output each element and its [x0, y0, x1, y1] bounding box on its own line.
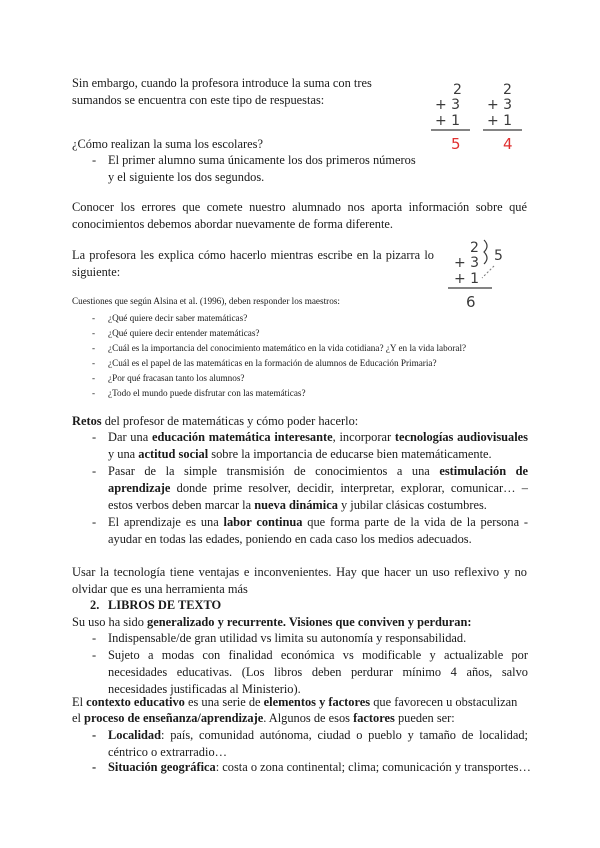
bullet-dash: - [92, 430, 97, 444]
bullet-dash: - [92, 328, 96, 338]
bullet-dash: - [92, 388, 96, 398]
bullet-dash: - [92, 728, 97, 742]
first-student-bullet: El primer alumno suma únicamente los dos primeros números y el siguiente los dos segundos. [108, 153, 416, 184]
question-item: ¿Qué quiere decir entender matemáticas? [108, 328, 260, 338]
student-answers-figure [425, 78, 525, 156]
question-item: ¿Por qué fracasan tanto los alumnos? [108, 373, 245, 383]
retos-item-1: Dar una educación matemática interesante, incorporar tecnologías audiovisuales y una actitud social sobre la importancia de educarse bien matemáticamente. [108, 430, 528, 461]
bullet-dash: - [92, 464, 97, 478]
teacher-explains-paragraph: La profesora les explica cómo hacerlo mientras escribe en la pizarra lo siguiente: [72, 248, 434, 279]
arrow-mark [482, 266, 494, 278]
context-line-2: el proceso de enseñanza/aprendizaje. Algunos de esos factores pueden ser: [72, 711, 455, 725]
bullet-dash: - [92, 153, 97, 167]
question-item: ¿Cuál es la importancia del conocimiento matemático en la vida cotidiana? ¿Y en la vida laboral? [108, 343, 467, 353]
bullet-dash: - [92, 515, 97, 529]
libros-item-1: Indispensable/de gran utilidad vs limita su autonomía y responsabilidad. [108, 631, 467, 645]
libros-intro-line: Su uso ha sido generalizado y recurrente. Visiones que conviven y perduran: [72, 615, 472, 629]
errors-paragraph: Conocer los errores que comete nuestro alumnado nos aporta información sobre qué conocimientos debemos abordar nuevamente de forma diferente. [72, 200, 527, 231]
bullet-dash: - [92, 648, 97, 662]
factor-localidad: Localidad: país, comunidad autónoma, ciudad o pueblo y tamaño de localidad; céntrico o extrarradio… [108, 728, 528, 759]
handwritten-sums-drawing [425, 78, 525, 156]
fig1-col2-line3: + 1 [487, 113, 513, 129]
bullet-dash: - [92, 373, 96, 383]
fig2-line3: + 1 [454, 271, 480, 287]
bullet-dash: - [92, 760, 97, 774]
retos-item-2: Pasar de la simple transmisión de conocimientos a una estimulación de aprendizaje donde prime resolver, decidir, interpretar, explorar, comunicar… – estos verbos deben marcar la nueva dinámica y jubilar clásicas costumbres. [108, 464, 529, 512]
fig1-col1-line2: + 3 [435, 97, 461, 113]
fig2-answer: 6 [466, 293, 476, 311]
question-item: ¿Todo el mundo puede disfrutar con las matemáticas? [108, 388, 306, 398]
questions-title: Cuestiones que según Alsina et al. (1996), deben responder los maestros: [72, 296, 340, 306]
bullet-dash: - [92, 358, 96, 368]
fig1-col2-line1: 2 [503, 82, 512, 98]
context-line-1: El contexto educativo es una serie de elementos y factores que favorecen u obstaculizan [72, 695, 518, 709]
fig2-line1: 2 [470, 240, 479, 256]
fig1-col2-answer: 4 [503, 135, 513, 153]
factor-situacion: Situación geográfica: costa o zona continental; clima; comunicación y transportes… [108, 760, 531, 774]
fig2-line2: + 3 [454, 255, 480, 271]
question-item: ¿Qué quiere decir saber matemáticas? [108, 313, 248, 323]
bullet-dash: - [92, 313, 96, 323]
retos-item-3: El aprendizaje es una labor continua que forma parte de la vida de la persona - ayudar en todas las edades, poniendo en cada caso los medios adecuados. [108, 515, 528, 546]
section-title: LIBROS DE TEXTO [108, 598, 222, 612]
retos-rest: del profesor de matemáticas y cómo poder hacerlo: [101, 414, 359, 428]
question-line: ¿Cómo realizan la suma los escolares? [72, 137, 263, 151]
fig1-col2-line2: + 3 [487, 97, 513, 113]
bullet-dash: - [92, 631, 97, 645]
fig1-col1-line3: + 1 [435, 113, 461, 129]
fig1-col1-answer: 5 [451, 135, 461, 153]
retos-heading-line [72, 413, 527, 430]
bullet-dash: - [92, 343, 96, 353]
intro-paragraph: Sin embargo, cuando la profesora introduce la suma con tres sumandos se encuentra con este tipo de respuestas: [72, 76, 372, 107]
technology-paragraph: Usar la tecnología tiene ventajas e inconvenientes. Hay que hacer un uso reflexivo y no olvidar que es una herramienta más [72, 565, 527, 596]
fig1-col1-line1: 2 [453, 82, 462, 98]
fig2-side-five: 5 [494, 248, 503, 264]
question-item: ¿Cuál es el papel de las matemáticas en la formación de alumnos de Educación Primaria? [108, 358, 437, 368]
brace-mark [484, 240, 487, 264]
libros-item-2: Sujeto a modas con finalidad económica vs modificable y actualizable por necesidades educativas. (Los libros deben perdurar mínimo 4 años, salvo necesidades justificadas al Ministerio). [108, 648, 528, 696]
retos-bold: Retos [72, 414, 102, 428]
section-number: 2. [90, 598, 100, 612]
